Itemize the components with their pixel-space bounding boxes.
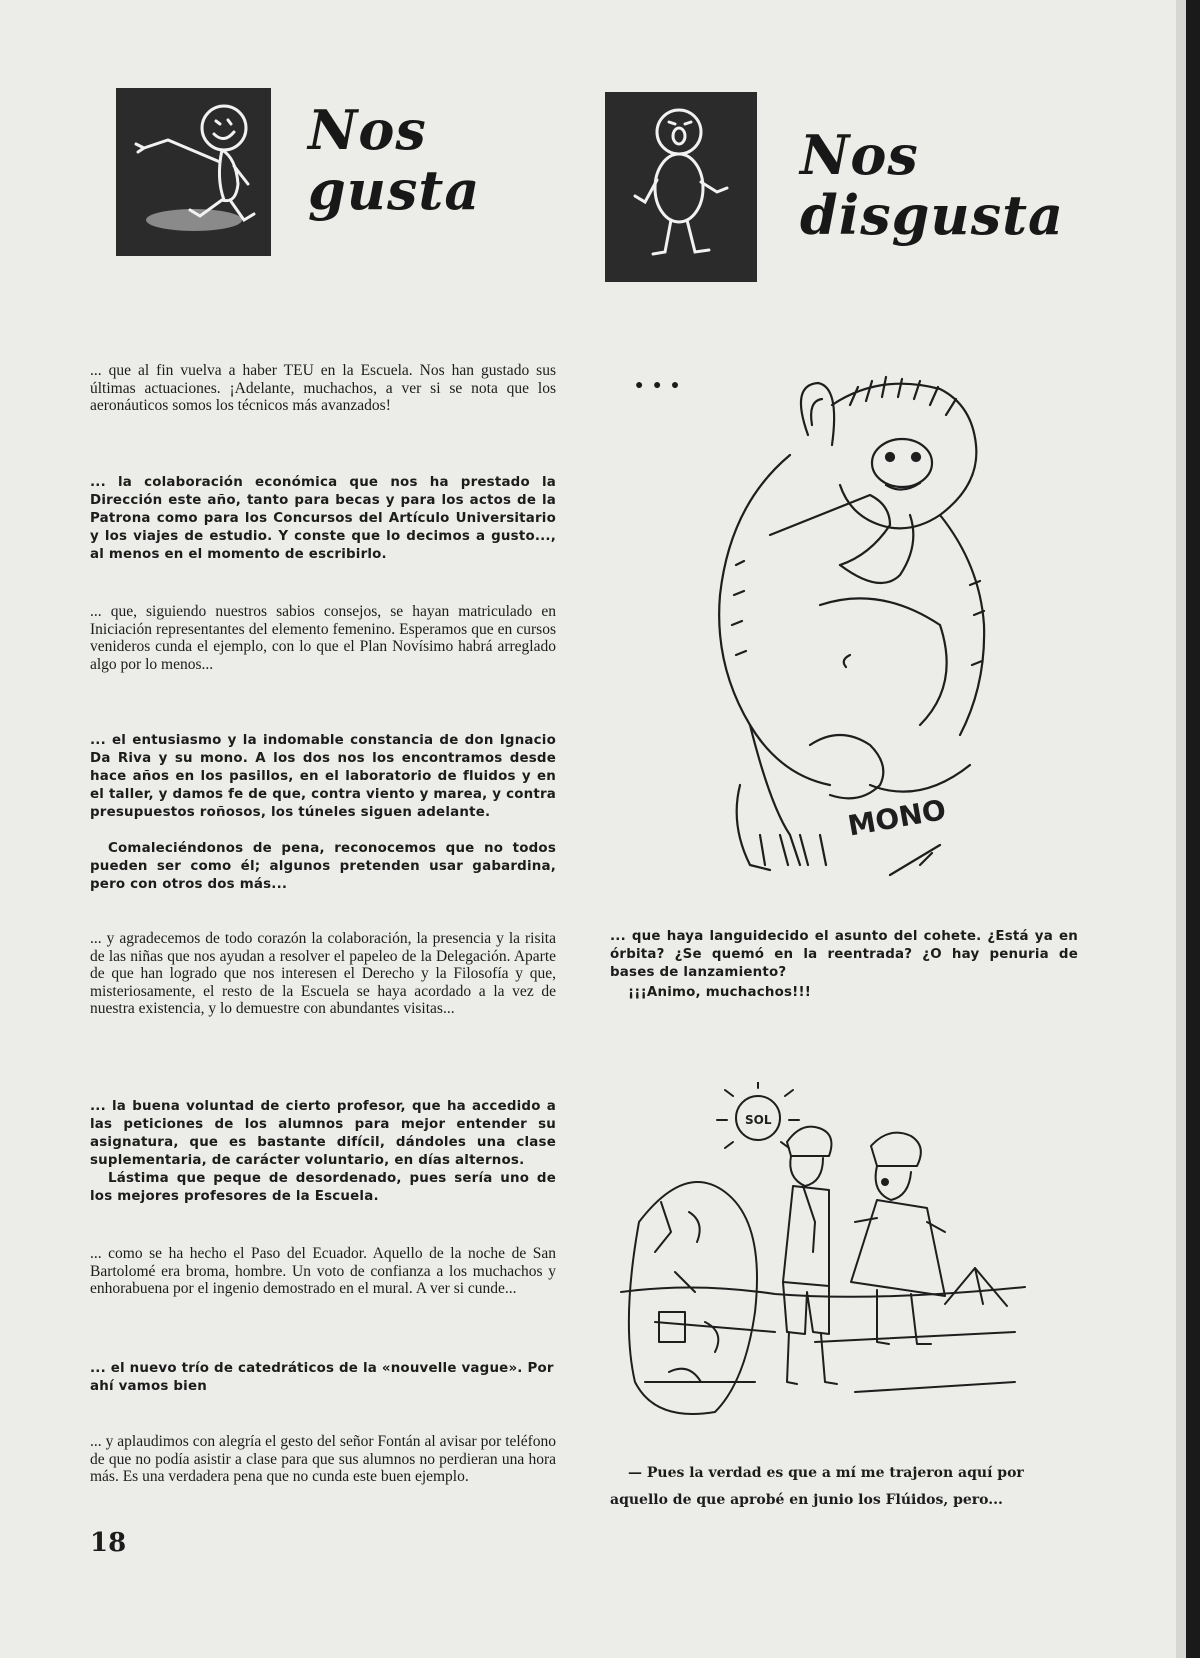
heading-line-2: gusta [308, 158, 481, 222]
page-edge-shadow [1176, 0, 1186, 1658]
paragraph-agradecemos: ... y agradecemos de todo corazón la colaboración, la presencia y la risita de las niñas que nos ayudan a resolver el papeleo de la Delegación. Aparte de que han logrado que nos interesen el Derecho y la Filosofía y que, misteriosamente, el resto de la Escuela se haya acordado a la vez de nuestra existencia, y lo demuestre con abundantes visitas... [90, 930, 556, 1018]
paragraph-nouvelle-vague: ... el nuevo trío de catedráticos de la «nouvelle vague». Por ahí vamos bien [90, 1361, 554, 1394]
paragraph-comaleciendonos: Comaleciéndonos de pena, reconocemos que no todos pueden ser como él; algunos pretenden usar gabardina, pero con otros dos más... [90, 841, 556, 892]
paragraph-colaboracion: ... la colaboración económica que nos ha prestado la Dirección este año, tanto para becas y para los actos de la Patrona como para los Concursos del Artículo Universitario y los viajes de estudio. Y conste que lo decimos a gusto..., al menos en el momento de escribirlo. [90, 475, 556, 562]
sad-figure-icon [605, 92, 757, 282]
paragraph-cohete: ... que haya languidecido el asunto del cohete. ¿Está ya en órbita? ¿Se quemó en la reentrada? ¿O hay penuria de bases de lanzamiento? [610, 929, 1078, 980]
happy-figure-icon [116, 88, 271, 256]
heading-line-1: Nos [308, 98, 427, 162]
heading-nos-gusta [308, 100, 480, 220]
paragraph-matriculado: ... que, siguiendo nuestros sabios consejos, se hayan matriculado en Iniciación representantes del elemento femenino. Esperamos que en cursos venideros cunda el ejemplo, con lo que el Plan Novísimo habrá arreglado algo por lo menos... [90, 603, 556, 673]
paragraph-buena-voluntad: ... la buena voluntad de cierto profesor, que ha accedido a las peticiones de los alumnos para mejor entender su asignatura, que es bastante difícil, dándoles una clase suplementaria, de carácter voluntario, en días alternos. [90, 1099, 556, 1168]
paragraph-da-riva: ... el entusiasmo y la indomable constancia de don Ignacio Da Riva y su mono. A los dos nos los encontramos desde hace años en los pasillos, en el laboratorio de fluidos y en el taller, y damos fe de que, contra viento y marea, y contra presupuestos roñosos, los túneles siguen adelante. [90, 733, 556, 820]
monkey-cartoon-signature: MONO [845, 792, 949, 843]
sad-figure-drawing [605, 92, 757, 282]
heading-line-2: disgusta [800, 183, 1065, 247]
ellipsis-dots: ● ● ● [635, 378, 683, 393]
happy-figure-drawing [116, 88, 271, 256]
sun-label: SOL [745, 1113, 772, 1127]
heading-nos-disgusta [800, 125, 1064, 245]
paragraph-fontan: ... y aplaudimos con alegría el gesto del señor Fontán al avisar por teléfono de que no podía asistir a clase para que sus alumnos no perdieran una hora más. Es una verdadera pena que no cunda este buen ejemplo. [90, 1433, 556, 1486]
paragraph-teu: ... que al fin vuelva a haber TEU en la Escuela. Nos han gustado sus últimas actuaciones. ¡Adelante, muchachos, a ver si se nota que los aeronáuticos somos los técnicos más avanzados! [90, 362, 556, 415]
paragraph-animo: ¡¡¡Animo, muchachos!!! [628, 985, 812, 1000]
explorers-caption: — Pues la verdad es que a mí me trajeron aquí por aquello de que aprobé en junio los Flúidos, pero... [610, 1465, 1024, 1508]
heading-line-1: Nos [800, 123, 919, 187]
explorers-cartoon [615, 1082, 1035, 1462]
monkey-cartoon [640, 365, 1010, 905]
paragraph-lastima: Lástima que peque de desordenado, pues sería uno de los mejores profesores de la Escuela. [90, 1171, 556, 1204]
paragraph-paso-ecuador: ... como se ha hecho el Paso del Ecuador. Aquello de la noche de San Bartolomé era broma, hombre. Un voto de confianza a los muchachos y enhorabuena por el ingenio demostrado en el mural. A ver si cunde... [90, 1245, 556, 1298]
page-edge [1186, 0, 1200, 1658]
page-number: 18 [90, 1528, 127, 1558]
